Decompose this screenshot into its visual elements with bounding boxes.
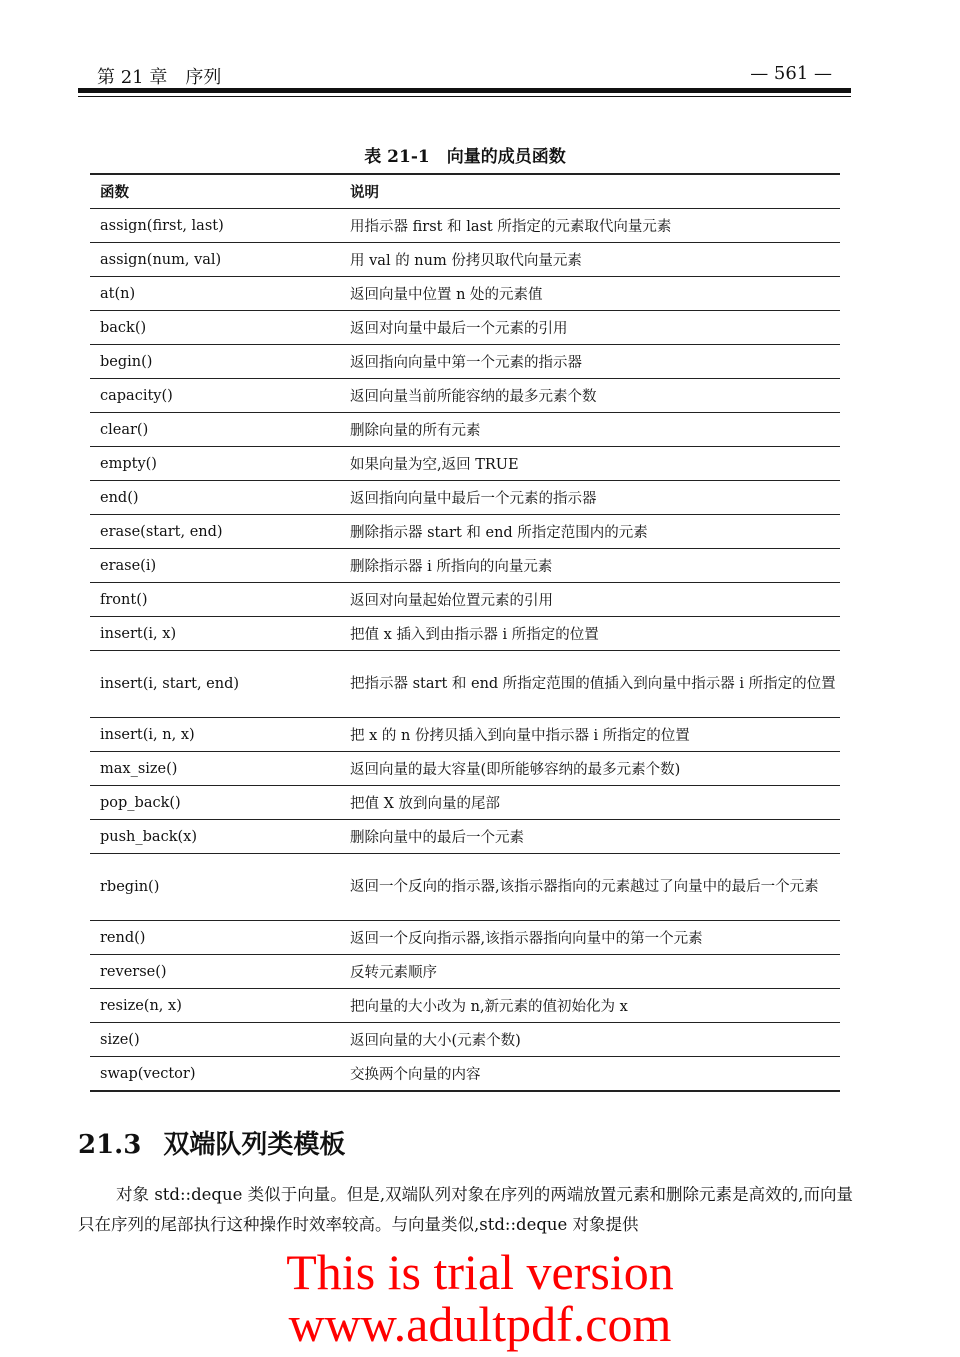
- trial-watermark-line1: This is trial version: [286, 1244, 674, 1300]
- function-cell: erase(i): [90, 549, 350, 583]
- table-row: [90, 277, 840, 311]
- function-cell: swap(vector): [90, 1057, 350, 1092]
- function-cell: insert(i, start, end): [90, 651, 350, 718]
- table-row: [90, 549, 840, 583]
- table-row: [90, 921, 840, 955]
- function-cell: insert(i, x): [90, 617, 350, 651]
- section-title: 双端队列类模板: [163, 1130, 346, 1160]
- header-rule-thin: [78, 96, 851, 97]
- function-cell: at(n): [90, 277, 350, 311]
- function-cell: size(): [90, 1023, 350, 1057]
- description-cell: 返回指向向量中第一个元素的指示器: [350, 345, 840, 379]
- function-cell: erase(start, end): [90, 515, 350, 549]
- description-cell: 把指示器 start 和 end 所指定范围的值插入到向量中指示器 i 所指定的位置: [350, 651, 840, 718]
- table-row: [90, 617, 840, 651]
- table-row: [90, 583, 840, 617]
- trial-watermark-line2: www.adultpdf.com: [288, 1296, 672, 1352]
- description-cell: 返回一个反向指示器,该指示器指向向量中的第一个元素: [350, 921, 840, 955]
- description-cell: 交换两个向量的内容: [350, 1057, 840, 1092]
- function-cell: assign(first, last): [90, 209, 350, 243]
- description-cell: 把 x 的 n 份拷贝插入到向量中指示器 i 所指定的位置: [350, 718, 840, 752]
- description-cell: 把向量的大小改为 n,新元素的值初始化为 x: [350, 989, 840, 1023]
- section-heading: [78, 1128, 345, 1162]
- table-row: [90, 752, 840, 786]
- function-cell: empty(): [90, 447, 350, 481]
- function-cell: push_back(x): [90, 820, 350, 854]
- description-cell: 返回向量的大小(元素个数): [350, 1023, 840, 1057]
- table-row: [90, 515, 840, 549]
- table-row: [90, 820, 840, 854]
- description-cell: 把值 x 插入到由指示器 i 所指定的位置: [350, 617, 840, 651]
- page-number: — 561 —: [750, 63, 832, 84]
- function-cell: capacity(): [90, 379, 350, 413]
- function-cell: insert(i, n, x): [90, 718, 350, 752]
- table-row: [90, 1057, 840, 1092]
- table-row: [90, 718, 840, 752]
- table-row: [90, 989, 840, 1023]
- function-cell: max_size(): [90, 752, 350, 786]
- description-cell: 删除向量中的最后一个元素: [350, 820, 840, 854]
- function-cell: pop_back(): [90, 786, 350, 820]
- function-cell: back(): [90, 311, 350, 345]
- table-row: [90, 1023, 840, 1057]
- table-row: [90, 786, 840, 820]
- description-cell: 删除指示器 i 所指向的向量元素: [350, 549, 840, 583]
- description-cell: 返回对向量起始位置元素的引用: [350, 583, 840, 617]
- function-cell: rend(): [90, 921, 350, 955]
- table-row: [90, 379, 840, 413]
- description-cell: 删除向量的所有元素: [350, 413, 840, 447]
- column-header-description: 说明: [350, 174, 840, 209]
- header-rule-thick: [78, 88, 851, 93]
- table-row: [90, 209, 840, 243]
- section-number: 21.3: [78, 1130, 142, 1160]
- table-row: [90, 955, 840, 989]
- function-cell: front(): [90, 583, 350, 617]
- table-row: [90, 854, 840, 921]
- table-row: [90, 243, 840, 277]
- description-cell: 用指示器 first 和 last 所指定的元素取代向量元素: [350, 209, 840, 243]
- description-cell: 把值 X 放到向量的尾部: [350, 786, 840, 820]
- column-header-function: 函数: [90, 174, 350, 209]
- description-cell: 返回指向向量中最后一个元素的指示器: [350, 481, 840, 515]
- description-cell: 返回向量当前所能容纳的最多元素个数: [350, 379, 840, 413]
- table-row: [90, 447, 840, 481]
- description-cell: 用 val 的 num 份拷贝取代向量元素: [350, 243, 840, 277]
- function-cell: assign(num, val): [90, 243, 350, 277]
- table-row: [90, 311, 840, 345]
- table-row: [90, 651, 840, 718]
- function-cell: begin(): [90, 345, 350, 379]
- table-caption: 表 21-1 向量的成员函数: [364, 147, 566, 167]
- description-cell: 反转元素顺序: [350, 955, 840, 989]
- description-cell: 返回一个反向的指示器,该指示器指向的元素越过了向量中的最后一个元素: [350, 854, 840, 921]
- description-cell: 返回向量中位置 n 处的元素值: [350, 277, 840, 311]
- function-cell: rbegin(): [90, 854, 350, 921]
- function-cell: resize(n, x): [90, 989, 350, 1023]
- table-row: [90, 481, 840, 515]
- body-paragraph: 对象 std::deque 类似于向量。但是,双端队列对象在序列的两端放置元素和删除元素是高效的,而向量只在序列的尾部执行这种操作时效率较高。与向量类似,std::deque 对象提供: [78, 1185, 853, 1234]
- member-functions-table: [90, 173, 840, 1092]
- function-cell: end(): [90, 481, 350, 515]
- function-cell: reverse(): [90, 955, 350, 989]
- table-row: [90, 413, 840, 447]
- description-cell: 删除指示器 start 和 end 所指定范围内的元素: [350, 515, 840, 549]
- chapter-header: 第 21 章 序列: [97, 67, 222, 88]
- description-cell: 如果向量为空,返回 TRUE: [350, 447, 840, 481]
- table-row: [90, 345, 840, 379]
- description-cell: 返回对向量中最后一个元素的引用: [350, 311, 840, 345]
- function-cell: clear(): [90, 413, 350, 447]
- description-cell: 返回向量的最大容量(即所能够容纳的最多元素个数): [350, 752, 840, 786]
